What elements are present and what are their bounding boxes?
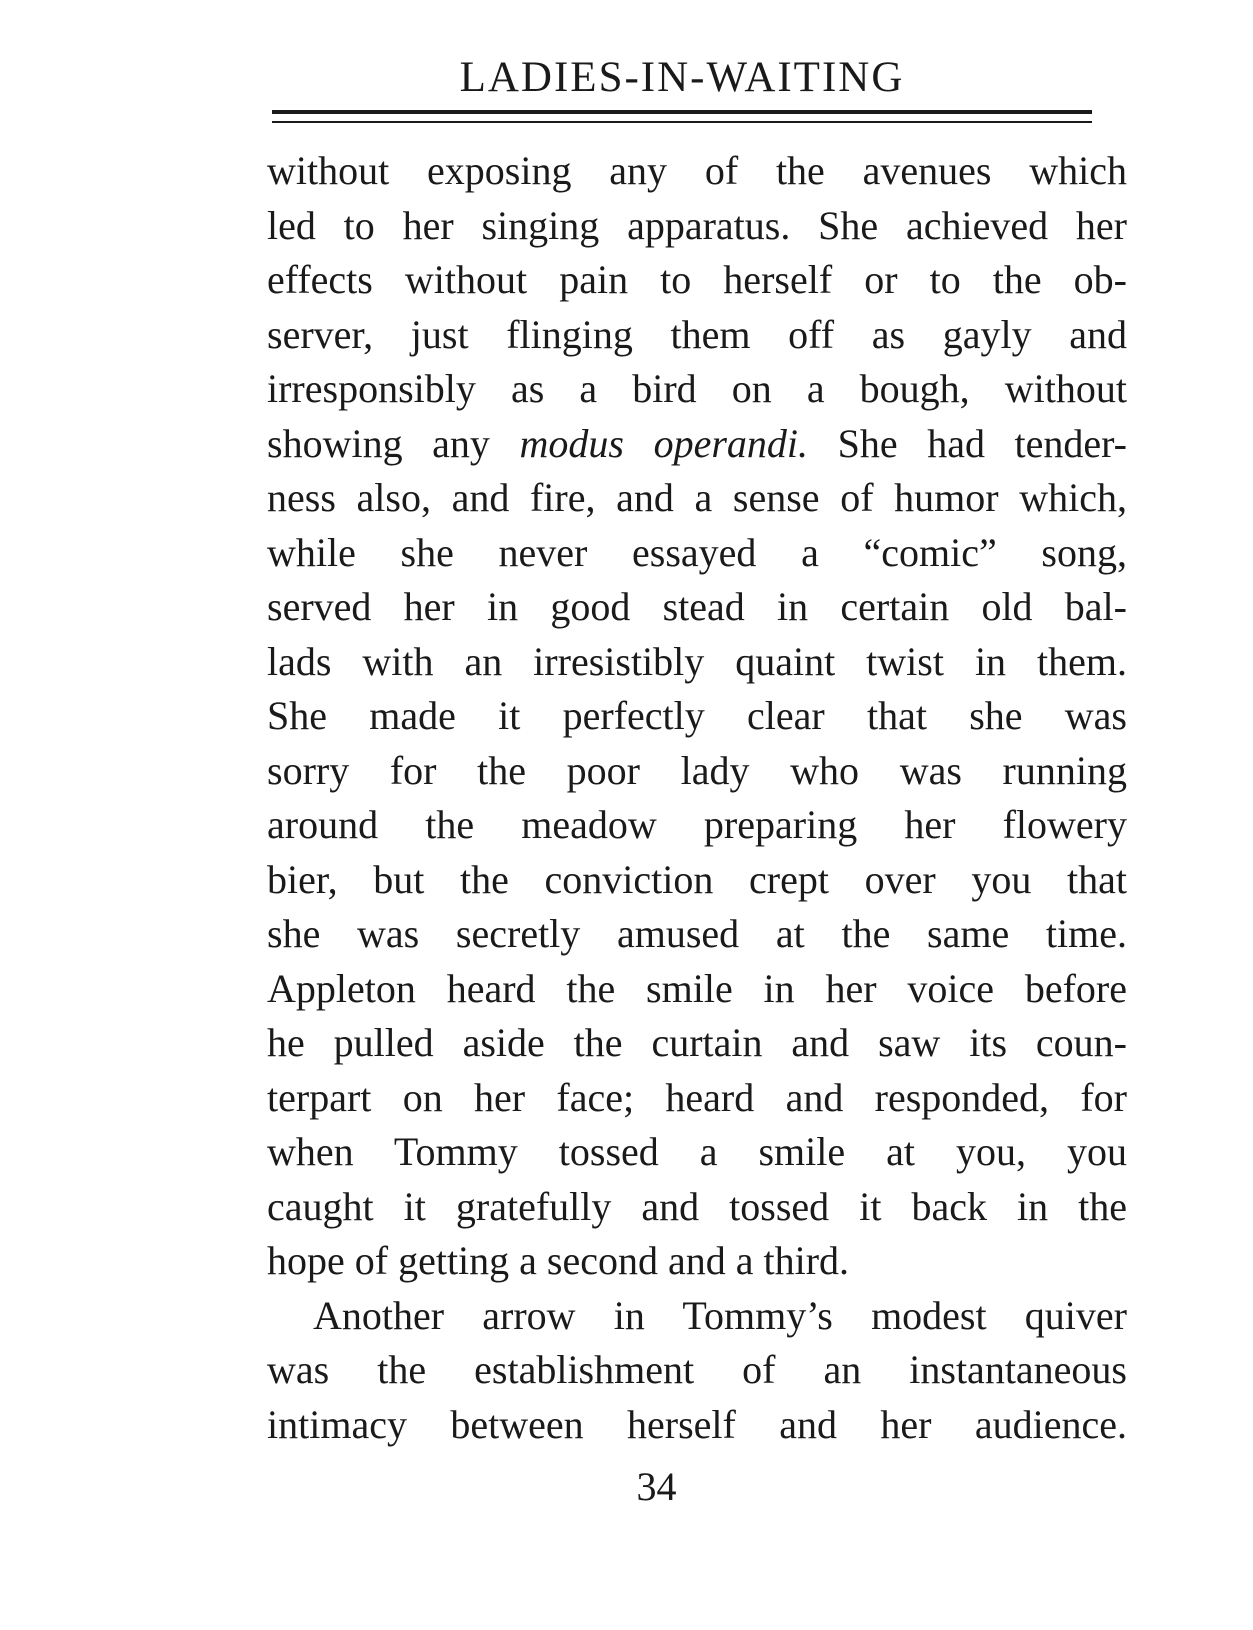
text-line: intimacy between herself and her audience.: [267, 1401, 1127, 1447]
text-line: without exposing any of the avenues which: [267, 148, 1127, 193]
text-segment: showing any: [267, 420, 490, 466]
text-line: he pulled aside the curtain and saw its coun-: [267, 1020, 1127, 1065]
body-text: [267, 144, 1127, 1452]
text-line: [267, 417, 1127, 472]
text-line: served her in good stead in certain old bal-: [267, 584, 1127, 629]
text-line: she was secretly amused at the same time.: [267, 911, 1127, 956]
page-number: 34: [636, 1464, 677, 1509]
text-line: was the establishment of an instantaneous: [267, 1347, 1127, 1392]
text-line: led to her singing apparatus. She achieved her: [267, 202, 1127, 248]
text-line: sorry for the poor lady who was running: [267, 747, 1127, 793]
text-line: server, just flinging them off as gayly and: [267, 311, 1127, 357]
text-line: effects without pain to herself or to the ob-: [267, 257, 1127, 302]
text-line: Appleton heard the smile in her voice before: [267, 965, 1127, 1011]
text-segment: She had tender-: [837, 420, 1127, 466]
text-line: lads with an irresistibly quaint twist in them.: [267, 638, 1127, 684]
text-line: Another arrow in Tommy’s modest quiver: [313, 1292, 1127, 1338]
running-title: LADIES-IN-WAITING: [459, 54, 905, 101]
text-line: She made it perfectly clear that she was: [267, 693, 1127, 738]
italic-phrase: modus operandi.: [519, 420, 808, 466]
header-rule-thick: [272, 110, 1092, 114]
text-line: bier, but the conviction crept over you that: [267, 856, 1127, 902]
text-line: while she never essayed a “comic” song,: [267, 529, 1127, 575]
text-line: when Tommy tossed a smile at you, you: [267, 1129, 1127, 1174]
header-rule-thin: [272, 121, 1092, 123]
text-line: caught it gratefully and tossed it back in the: [267, 1183, 1127, 1229]
text-line: irresponsibly as a bird on a bough, without: [267, 366, 1127, 411]
text-line: hope of getting a second and a third.: [267, 1238, 850, 1283]
text-line: ness also, and fire, and a sense of humor which,: [267, 475, 1127, 520]
text-line: around the meadow preparing her flowery: [267, 802, 1127, 847]
text-line: terpart on her face; heard and responded, for: [267, 1074, 1127, 1120]
